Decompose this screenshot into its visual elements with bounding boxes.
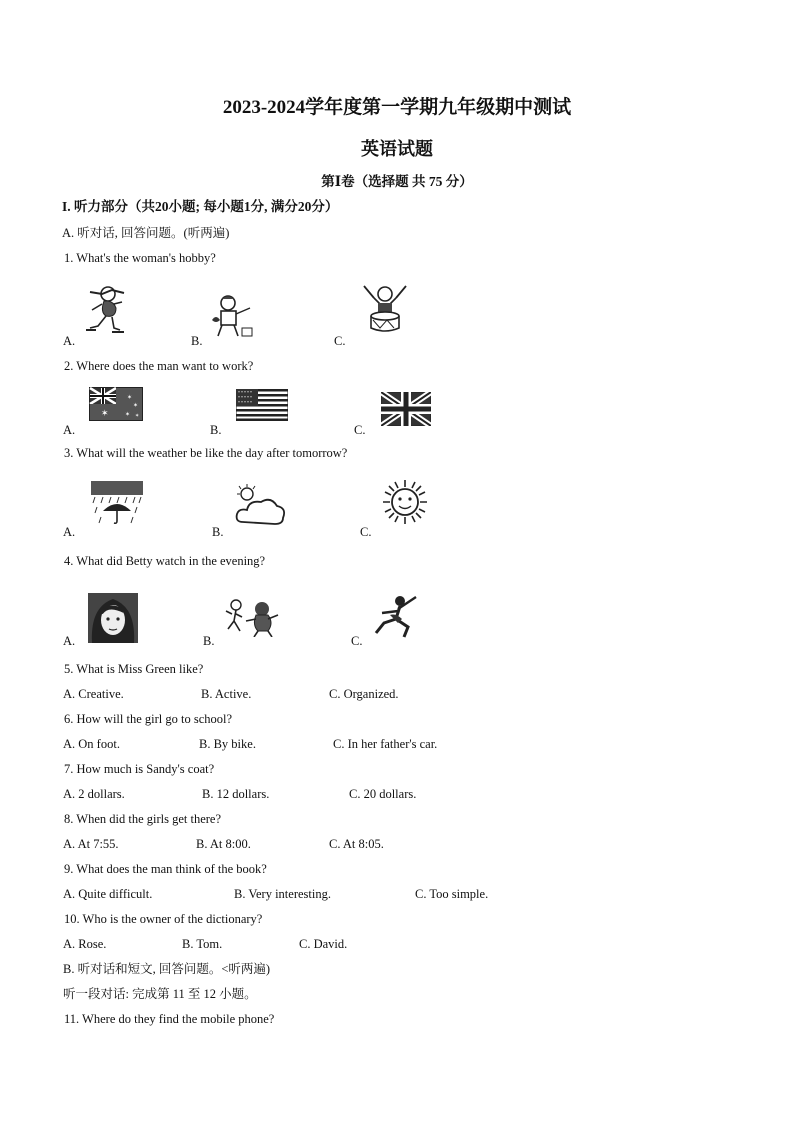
option-5c: C. Organized. <box>329 687 399 701</box>
part-b-heading: B. 听对话和短文, 回答问题。<听两遍) <box>63 962 271 976</box>
svg-text:* * * * *: * * * * * <box>238 400 252 405</box>
svg-text:* * * * *: * * * * * <box>238 395 252 400</box>
option-8a: A. At 7:55. <box>63 837 119 851</box>
question-10: 10. Who is the owner of the dictionary? <box>64 912 263 926</box>
option-8c: C. At 8:05. <box>329 837 384 851</box>
section-heading: I. 听力部分（共20小题; 每小题1分, 满分20分） <box>62 199 339 214</box>
question-9: 9. What does the man think of the book? <box>64 862 267 876</box>
option-8b: B. At 8:00. <box>196 837 251 851</box>
part-a-heading: A. 听对话, 回答问题。(听两遍) <box>62 226 230 240</box>
option-3a: A. <box>63 525 76 539</box>
cartoon-icon <box>224 597 280 637</box>
question-7: 7. How much is Sandy's coat? <box>64 762 215 776</box>
option-10b: B. Tom. <box>182 937 223 951</box>
option-7b: B. 12 dollars. <box>202 787 270 801</box>
option-1b: B. <box>191 334 203 348</box>
sun-icon <box>381 478 429 526</box>
option-6a: A. On foot. <box>63 737 120 751</box>
fishing-icon <box>208 294 254 340</box>
option-10c: C. David. <box>299 937 348 951</box>
part-b-instruction: 听一段对话: 完成第 11 至 12 小题。 <box>63 987 257 1001</box>
drumming-icon <box>358 282 412 334</box>
usa-flag-icon <box>236 389 288 421</box>
option-7c: C. 20 dollars. <box>349 787 417 801</box>
option-4a: A. <box>63 634 76 648</box>
option-1c: C. <box>334 334 346 348</box>
option-5a: A. Creative. <box>63 687 124 701</box>
option-10a: A. Rose. <box>63 937 107 951</box>
svg-text:✶: ✶ <box>135 414 140 419</box>
option-9b: B. Very interesting. <box>234 887 331 901</box>
svg-text:✶: ✶ <box>125 412 131 418</box>
svg-text:✶: ✶ <box>127 395 133 401</box>
svg-text:* * * * *: * * * * * <box>238 390 252 395</box>
cloud-icon <box>233 484 287 528</box>
option-6c: C. In her father's car. <box>333 737 438 751</box>
rain-umbrella-icon <box>91 481 143 525</box>
option-9c: C. Too simple. <box>415 887 489 901</box>
option-5b: B. Active. <box>201 687 252 701</box>
option-3c: C. <box>360 525 372 539</box>
skating-icon <box>82 284 128 336</box>
option-3b: B. <box>212 525 224 539</box>
question-4: 4. What did Betty watch in the evening? <box>64 554 266 568</box>
question-11: 11. Where do they find the mobile phone? <box>64 1012 275 1026</box>
option-9a: A. Quite difficult. <box>63 887 153 901</box>
option-6b: B. By bike. <box>199 737 256 751</box>
kungfu-icon <box>370 591 422 641</box>
question-3: 3. What will the weather be like the day after tomorrow? <box>64 446 348 460</box>
option-2a: A. <box>63 423 76 437</box>
option-7a: A. 2 dollars. <box>63 787 125 801</box>
option-2b: B. <box>210 423 222 437</box>
option-4c: C. <box>351 634 363 648</box>
option-4b: B. <box>203 634 215 648</box>
svg-text:✶: ✶ <box>101 408 109 418</box>
option-1a: A. <box>63 334 76 348</box>
question-2: 2. Where does the man want to work? <box>64 359 254 373</box>
exam-title: 2023-2024学年度第一学期九年级期中测试 <box>222 97 572 118</box>
question-8: 8. When did the girls get there? <box>64 812 222 826</box>
svg-text:✶: ✶ <box>133 403 139 409</box>
portrait-icon <box>88 593 138 643</box>
question-5: 5. What is Miss Green like? <box>64 662 204 676</box>
question-6: 6. How will the girl go to school? <box>64 712 233 726</box>
exam-subtitle: 英语试题 <box>361 139 433 159</box>
volume-heading: 第Ⅰ卷（选择题 共 75 分） <box>321 174 473 189</box>
uk-flag-icon <box>381 392 431 426</box>
question-1: 1. What's the woman's hobby? <box>64 251 216 265</box>
australia-flag-icon <box>89 387 143 421</box>
option-2c: C. <box>354 423 366 437</box>
